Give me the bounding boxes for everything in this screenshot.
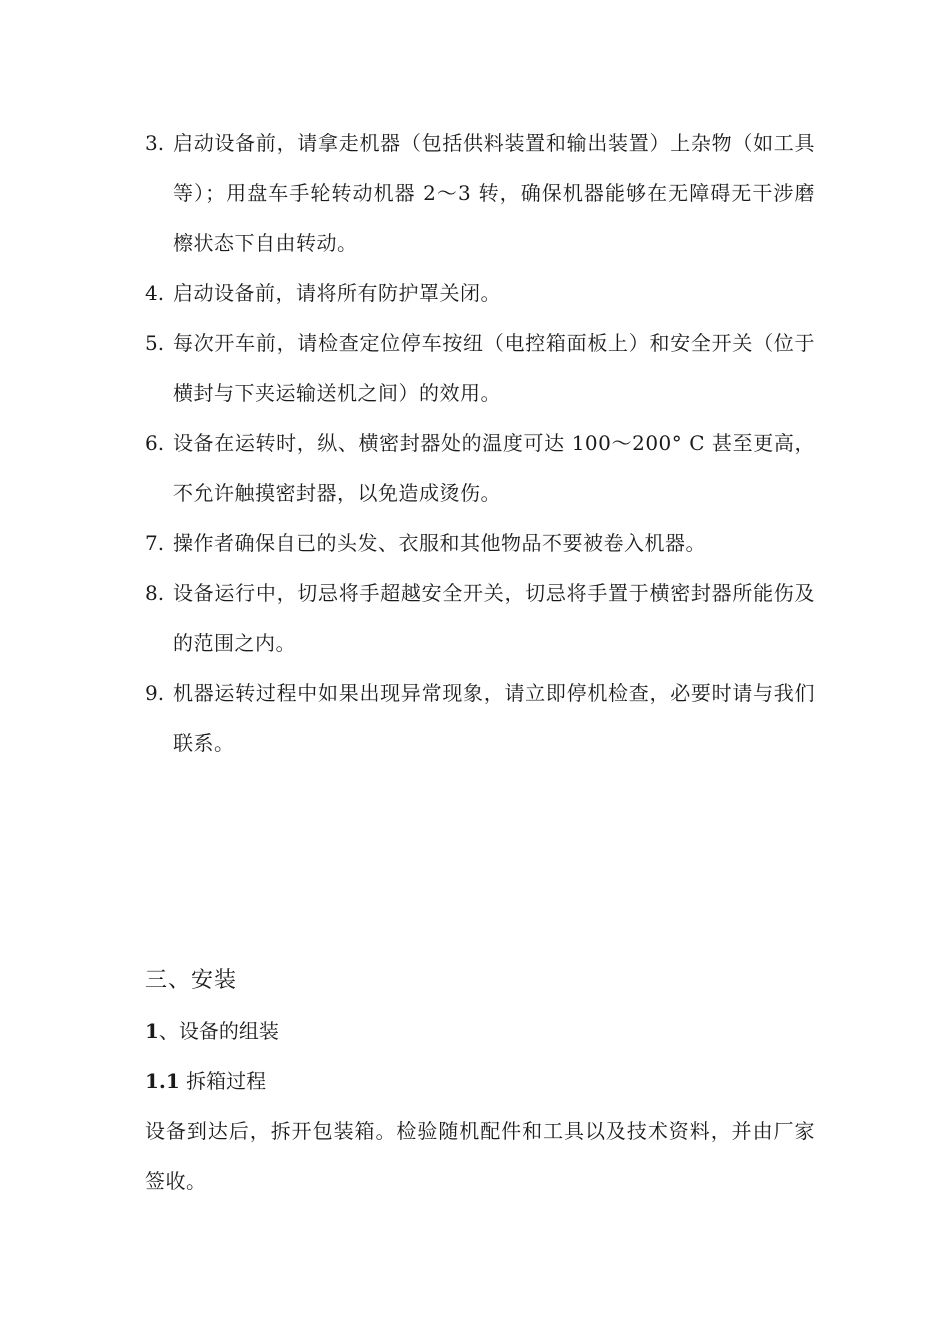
item-number: 3. <box>145 131 165 155</box>
subsection-title: 、设备的组装 <box>158 1019 279 1043</box>
item-text: 机器运转过程中如果出现异常现象，请立即停机检查，必要时请与我们联系。 <box>173 681 815 755</box>
list-item <box>145 568 815 668</box>
item-text: 启动设备前，请拿走机器（包括供料装置和输出装置）上杂物（如工具等）；用盘车手轮转动机器 2～3 转，确保机器能够在无障碍无干涉磨檫状态下自由转动。 <box>173 131 815 255</box>
item-text: 设备在运转时，纵、横密封器处的温度可达 100～200° C 甚至更高，不允许触摸密封器，以免造成烫伤。 <box>173 431 815 505</box>
item-text: 设备运行中，切忌将手超越安全开关，切忌将手置于横密封器所能伤及的范围之内。 <box>173 581 815 655</box>
list-item <box>145 668 815 768</box>
subsubsection-heading <box>145 1056 815 1106</box>
section-title: 三、安装 <box>145 968 238 993</box>
safety-notice-list <box>145 118 815 768</box>
item-number: 8. <box>145 581 165 605</box>
item-number: 7. <box>145 531 165 555</box>
list-item <box>145 418 815 518</box>
subsubsection-number: 1.1 <box>145 1069 180 1093</box>
list-item <box>145 118 815 268</box>
list-item <box>145 518 815 568</box>
subsection-heading <box>145 1006 815 1056</box>
item-number: 9. <box>145 681 165 705</box>
item-number: 4. <box>145 281 165 305</box>
subsection-number: 1 <box>145 1019 159 1043</box>
item-text: 启动设备前，请将所有防护罩关闭。 <box>173 281 501 305</box>
installation-section <box>145 956 815 1206</box>
list-item <box>145 268 815 318</box>
item-number: 6. <box>145 431 165 455</box>
list-item <box>145 318 815 418</box>
item-text: 每次开车前，请检查定位停车按纽（电控箱面板上）和安全开关（位于横封与下夹运输送机之间）的效用。 <box>173 331 815 405</box>
item-number: 5. <box>145 331 165 355</box>
item-text: 操作者确保自已的头发、衣服和其他物品不要被卷入机器。 <box>173 531 706 555</box>
subsubsection-title: 拆箱过程 <box>179 1069 267 1093</box>
body-paragraph: 设备到达后，拆开包装箱。检验随机配件和工具以及技术资料，并由厂家签收。 <box>145 1119 815 1193</box>
